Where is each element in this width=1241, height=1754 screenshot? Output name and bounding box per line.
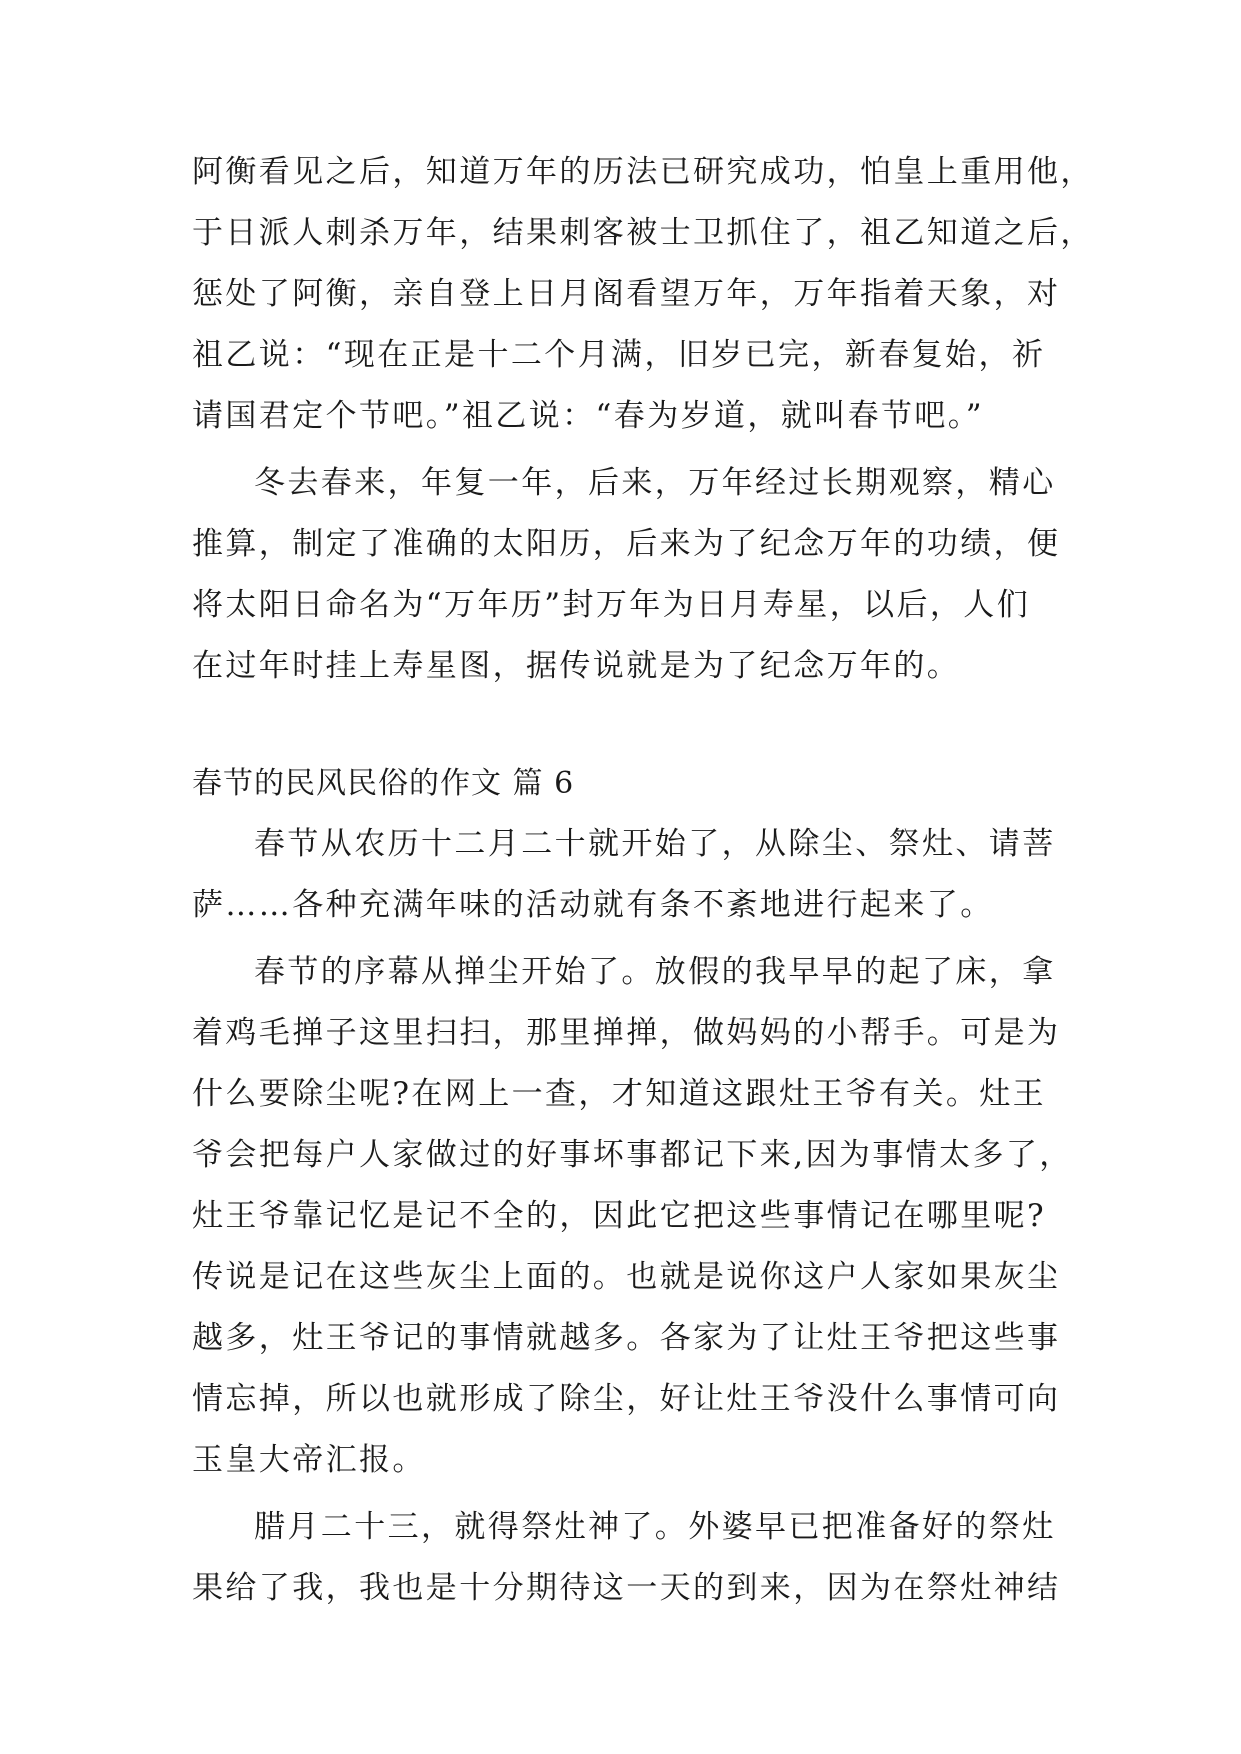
paragraph-6-1 — [192, 814, 1056, 936]
text-line: 将太阳日命名为“万年历”封万年为日月寿星，以后，人们 — [192, 587, 1031, 623]
text-line: 玉皇大帝汇报。 — [192, 1442, 426, 1478]
text-line: 灶王爷靠记忆是记不全的，因此它把这些事情记在哪里呢? — [192, 1198, 1047, 1234]
text-line: 阿衡看见之后，知道万年的历法已研究成功，怕皇上重用他， — [192, 154, 1094, 190]
paragraph-6-3 — [192, 1497, 1061, 1619]
text-line: 腊月二十三，就得祭灶神了。外婆早已把准备好的祭灶 — [254, 1509, 1056, 1545]
text-line: 萨……各种充满年味的活动就有条不紊地进行起来了。 — [192, 887, 994, 923]
text-line: 祖乙说：“现在正是十二个月满，旧岁已完，新春复始，祈 — [192, 337, 1046, 373]
text-line: 推算，制定了准确的太阳历，后来为了纪念万年的功绩，便 — [192, 526, 1061, 562]
text-line: 越多，灶王爷记的事情就越多。各家为了让灶王爷把这些事 — [192, 1320, 1061, 1356]
text-line: 爷会把每户人家做过的好事坏事都记下来,因为事情太多了， — [192, 1137, 1073, 1173]
section-heading: 春节的民风民俗的作文 篇 6 — [192, 766, 575, 801]
text-line: 情忘掉，所以也就形成了除尘，好让灶王爷没什么事情可向 — [192, 1381, 1061, 1417]
text-line: 于日派人刺杀万年，结果刺客被士卫抓住了，祖乙知道之后， — [192, 215, 1094, 251]
paragraph-prev-2 — [192, 453, 1061, 697]
paragraph-prev-1 — [192, 142, 1094, 447]
text-line: 春节从农历十二月二十就开始了，从除尘、祭灶、请菩 — [254, 826, 1056, 862]
text-line: 着鸡毛掸子这里扫扫，那里掸掸，做妈妈的小帮手。可是为 — [192, 1015, 1061, 1051]
paragraph-6-2 — [192, 942, 1073, 1491]
text-line: 传说是记在这些灰尘上面的。也就是说你这户人家如果灰尘 — [192, 1259, 1061, 1295]
document-page — [192, 142, 1094, 1619]
text-line: 惩处了阿衡，亲自登上日月阁看望万年，万年指着天象，对 — [192, 276, 1061, 312]
text-line: 在过年时挂上寿星图，据传说就是为了纪念万年的。 — [192, 648, 961, 684]
text-line: 请国君定个节吧。”祖乙说：“春为岁道，就叫春节吧。” — [192, 398, 984, 434]
text-line: 什么要除尘呢?在网上一查，才知道这跟灶王爷有关。灶王 — [192, 1076, 1047, 1112]
text-line: 果给了我，我也是十分期待这一天的到来，因为在祭灶神结 — [192, 1570, 1061, 1606]
text-line: 春节的序幕从掸尘开始了。放假的我早早的起了床，拿 — [254, 954, 1056, 990]
text-line: 冬去春来，年复一年，后来，万年经过长期观察，精心 — [254, 465, 1056, 501]
